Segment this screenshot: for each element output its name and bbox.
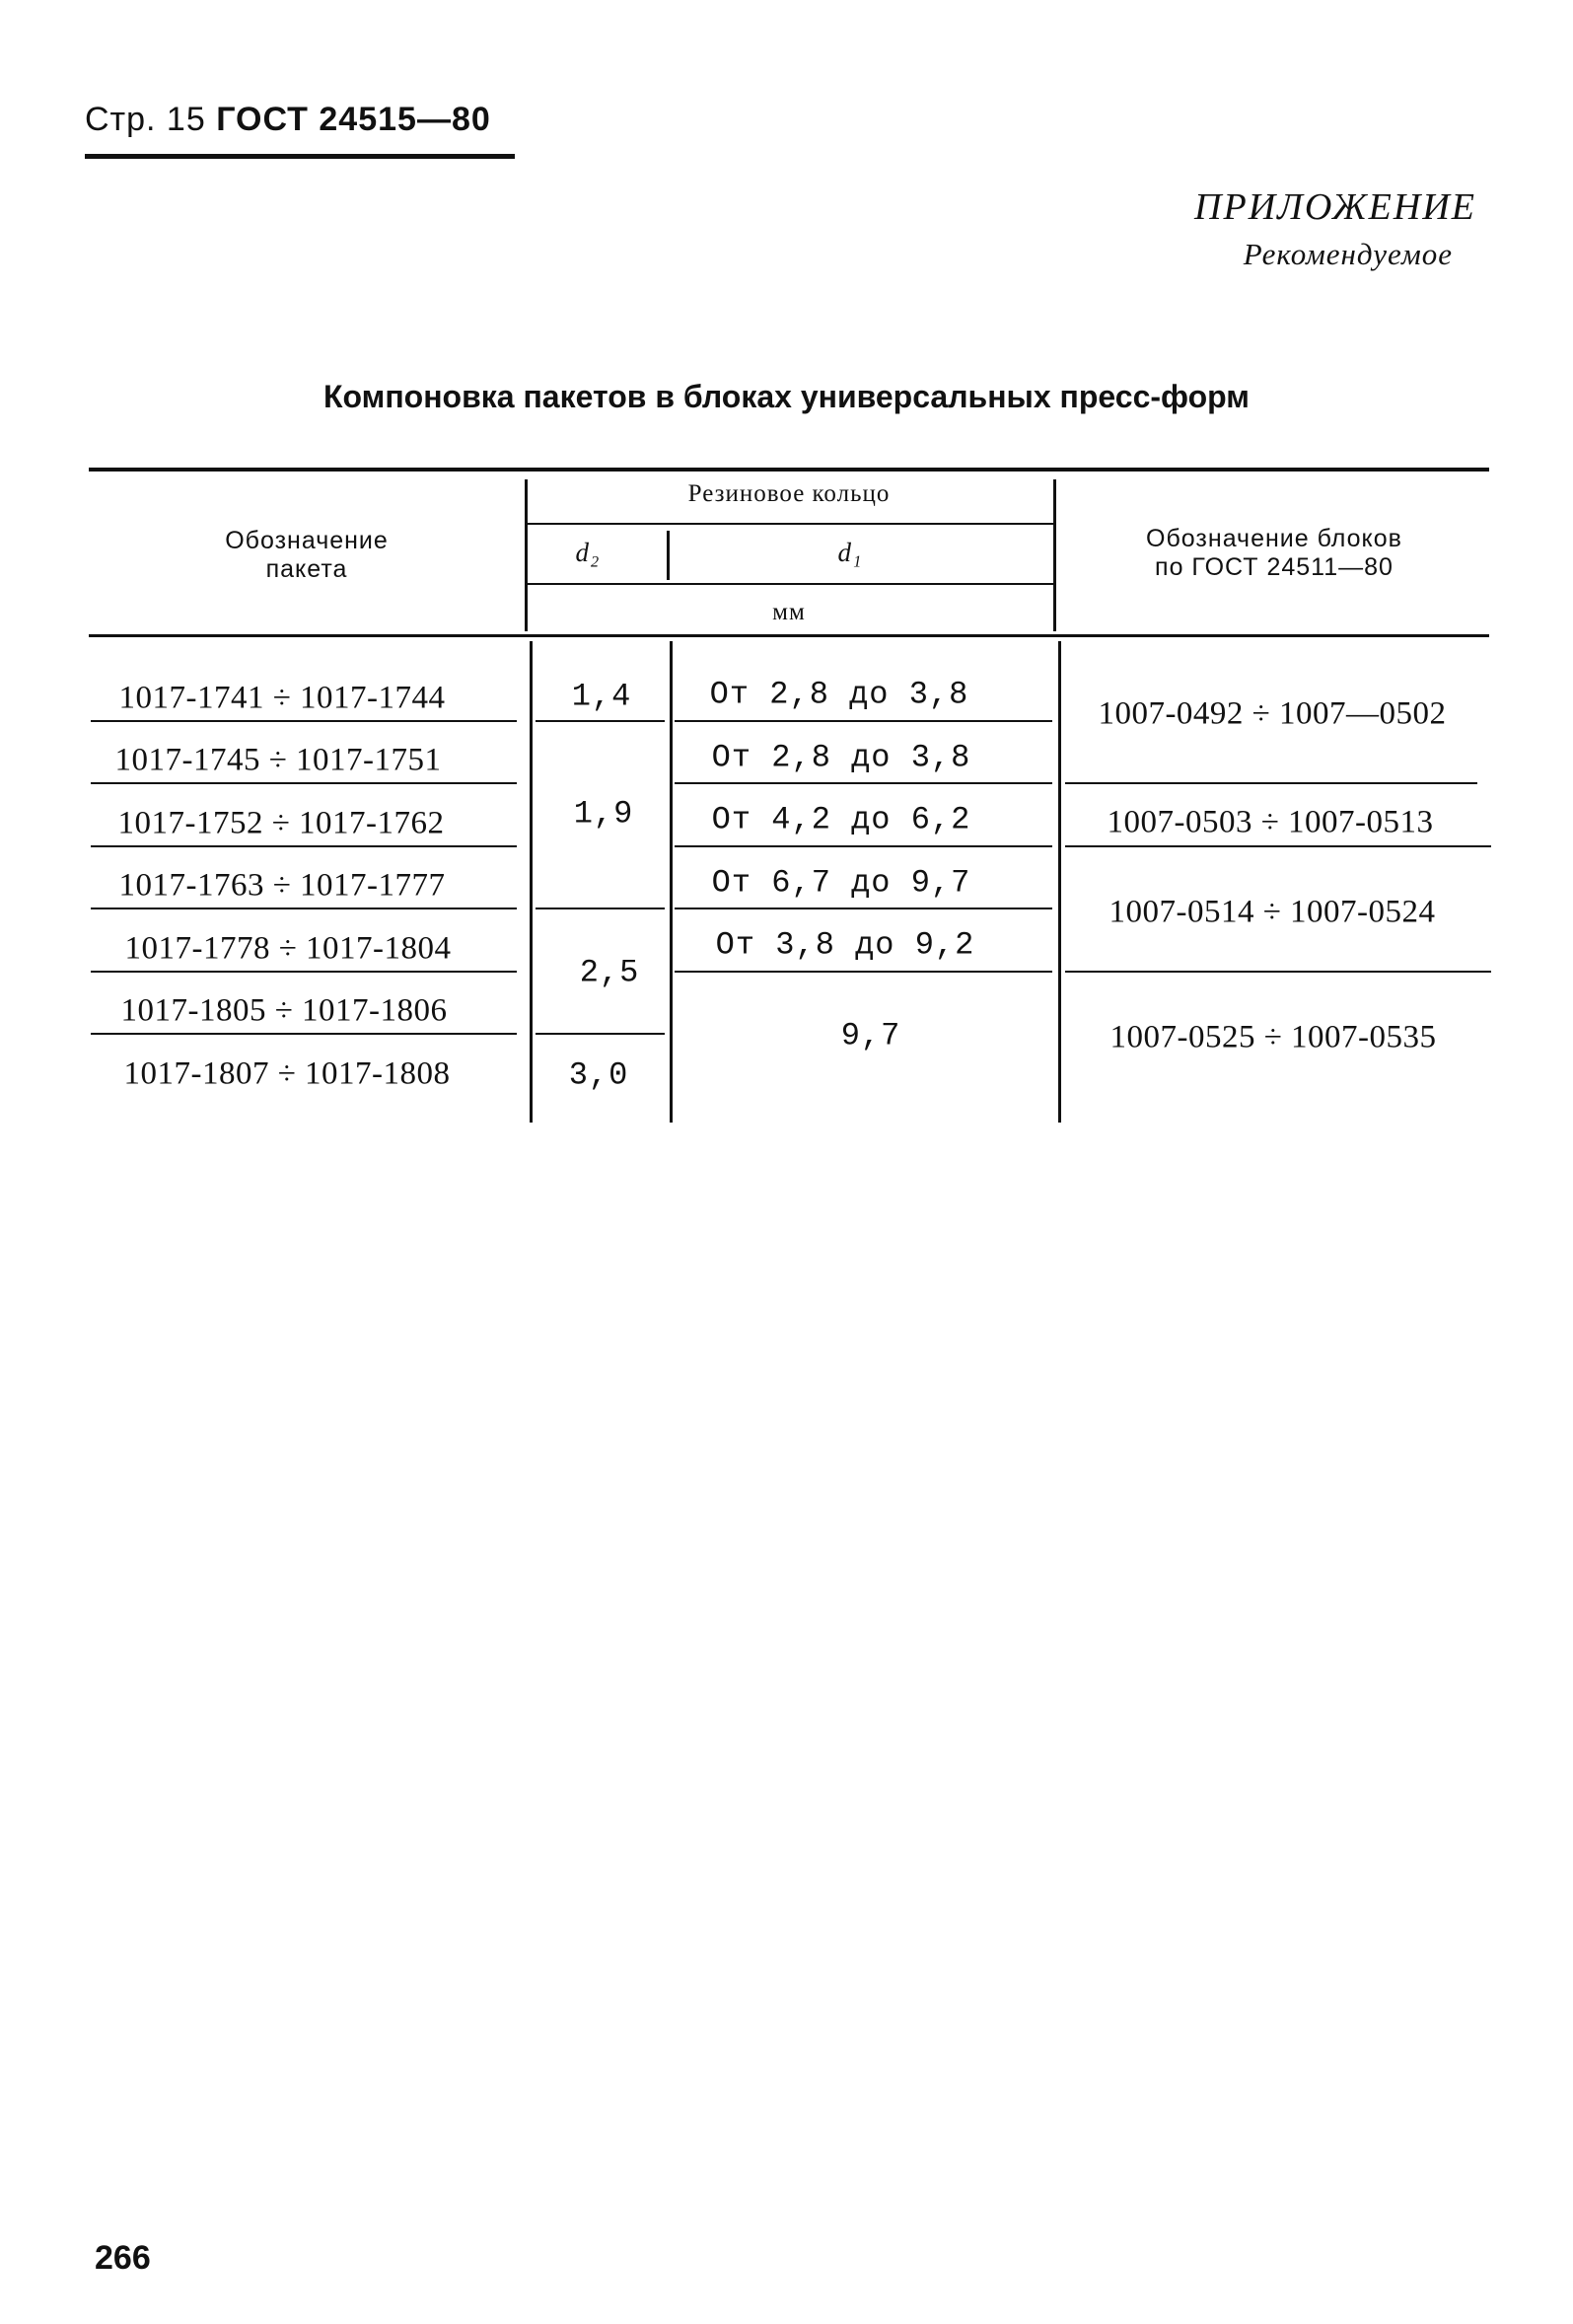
- d1-rule-1: [675, 720, 1052, 722]
- header-blocks-line2: по ГОСТ 24511—80: [1155, 553, 1394, 581]
- d1-cell-4: От 6,7 до 9,7: [711, 864, 971, 902]
- appendix-title: ПРИЛОЖЕНИЕ: [1194, 186, 1476, 228]
- d2-rule-1: [536, 720, 665, 722]
- header-package-line1: Обозначение: [225, 527, 389, 554]
- package-cell-7: 1017-1807 ÷ 1017-1808: [123, 1055, 451, 1092]
- appendix-subtitle: Рекомендуемое: [1243, 237, 1453, 271]
- d1-rule-5: [675, 971, 1052, 973]
- package-cell-2: 1017-1745 ÷ 1017-1751: [114, 742, 442, 778]
- package-cell-3: 1017-1752 ÷ 1017-1762: [117, 805, 445, 841]
- package-cell-6: 1017-1805 ÷ 1017-1806: [120, 992, 448, 1029]
- header-bottom-rule: [89, 634, 1489, 637]
- package-rule-4: [91, 908, 517, 909]
- header-d1: d₁: [837, 538, 863, 567]
- table-title: Компоновка пакетов в блоках универсальных пресс-форм: [323, 379, 1250, 414]
- blocks-cell-1: 1007-0492 ÷ 1007—0502: [1098, 695, 1447, 732]
- d1-cell-1: От 2,8 до 3,8: [709, 676, 969, 713]
- d2-cell-1: 1,4: [571, 678, 632, 715]
- header-blocks-line1: Обозначение блоков: [1146, 525, 1402, 552]
- unit-rule: [528, 583, 1053, 585]
- blocks-cell-4: 1007-0525 ÷ 1007-0535: [1109, 1019, 1437, 1055]
- header-unit: мм: [772, 599, 806, 625]
- package-rule-6: [91, 1033, 517, 1035]
- page-number: 266: [95, 2239, 151, 2277]
- d2-rule-2: [536, 908, 665, 909]
- ring-subheader-rule: [528, 523, 1053, 525]
- page-label: Стр. 15: [85, 101, 206, 138]
- header-d2: d₂: [575, 538, 601, 567]
- d2-cell-4: 3,0: [568, 1056, 629, 1094]
- header-blocks: [1146, 525, 1402, 582]
- running-header: [85, 101, 491, 139]
- package-rule-2: [91, 782, 517, 784]
- blocks-cell-3: 1007-0514 ÷ 1007-0524: [1108, 894, 1436, 930]
- package-rule-5: [91, 971, 517, 973]
- blocks-rule-3: [1065, 971, 1491, 973]
- d2-rule-3: [536, 1033, 665, 1035]
- header-package: [225, 527, 389, 584]
- blocks-rule-1: [1065, 782, 1477, 784]
- blocks-rule-2: [1065, 845, 1491, 847]
- d1-rule-3: [675, 845, 1052, 847]
- package-cell-4: 1017-1763 ÷ 1017-1777: [118, 867, 446, 904]
- body-divider-2: [670, 641, 673, 1123]
- package-rule-1: [91, 720, 517, 722]
- blocks-cell-2: 1007-0503 ÷ 1007-0513: [1107, 804, 1434, 840]
- package-cell-1: 1017-1741 ÷ 1017-1744: [118, 680, 446, 716]
- body-divider-1: [530, 641, 533, 1123]
- header-package-line2: пакета: [265, 555, 348, 583]
- table-top-rule: [89, 468, 1489, 472]
- d2-cell-2: 1,9: [573, 795, 634, 833]
- header-divider-d2-d1: [667, 531, 670, 580]
- header-ring: Резиновое кольцо: [687, 480, 891, 507]
- d1-cell-3: От 4,2 до 6,2: [711, 801, 971, 838]
- d1-cell-6: 9,7: [840, 1017, 901, 1054]
- standard-number: ГОСТ 24515—80: [216, 101, 491, 138]
- package-cell-5: 1017-1778 ÷ 1017-1804: [124, 930, 452, 967]
- d1-cell-5: От 3,8 до 9,2: [715, 926, 975, 964]
- header-divider-1: [525, 479, 528, 631]
- d1-rule-2: [675, 782, 1052, 784]
- header-rule: [85, 154, 515, 159]
- header-divider-2: [1053, 479, 1056, 631]
- package-rule-3: [91, 845, 517, 847]
- body-divider-3: [1058, 641, 1061, 1123]
- d1-cell-2: От 2,8 до 3,8: [711, 739, 971, 776]
- d2-cell-3: 2,5: [579, 954, 640, 991]
- d1-rule-4: [675, 908, 1052, 909]
